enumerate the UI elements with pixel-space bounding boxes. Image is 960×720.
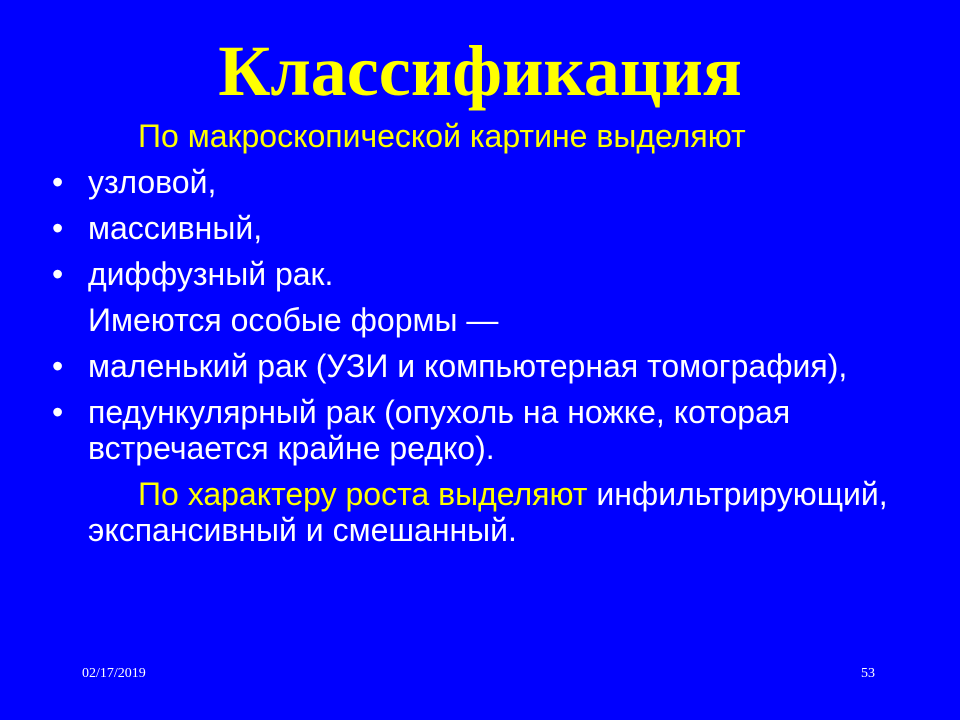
growth-text: инфильтрирующий, экспансивный и смешанный. bbox=[88, 476, 888, 548]
growth-paragraph bbox=[0, 476, 960, 548]
growth-heading: По характеру роста выделяют bbox=[138, 476, 588, 512]
list-item-nodular: • узловой, bbox=[0, 164, 960, 200]
list-item-small-cancer: • маленький рак (УЗИ и компьютерная томография), bbox=[0, 348, 960, 384]
list-item-pedunculated-cancer: • педункулярный рак (опухоль на ножке, которая встречается крайне редко). bbox=[0, 394, 960, 466]
special-forms-intro: Имеются особые формы — bbox=[88, 302, 499, 338]
slide-title: Классификация bbox=[218, 31, 742, 111]
page-number: 53 bbox=[861, 666, 875, 681]
subtitle: По макроскопической картине выделяют bbox=[138, 118, 746, 154]
slide-body bbox=[0, 118, 960, 548]
list-item-diffuse: • диффузный рак. bbox=[0, 256, 960, 292]
footer-date: 02/17/2019 bbox=[82, 666, 146, 681]
list-item-massive: • массивный, bbox=[0, 210, 960, 246]
